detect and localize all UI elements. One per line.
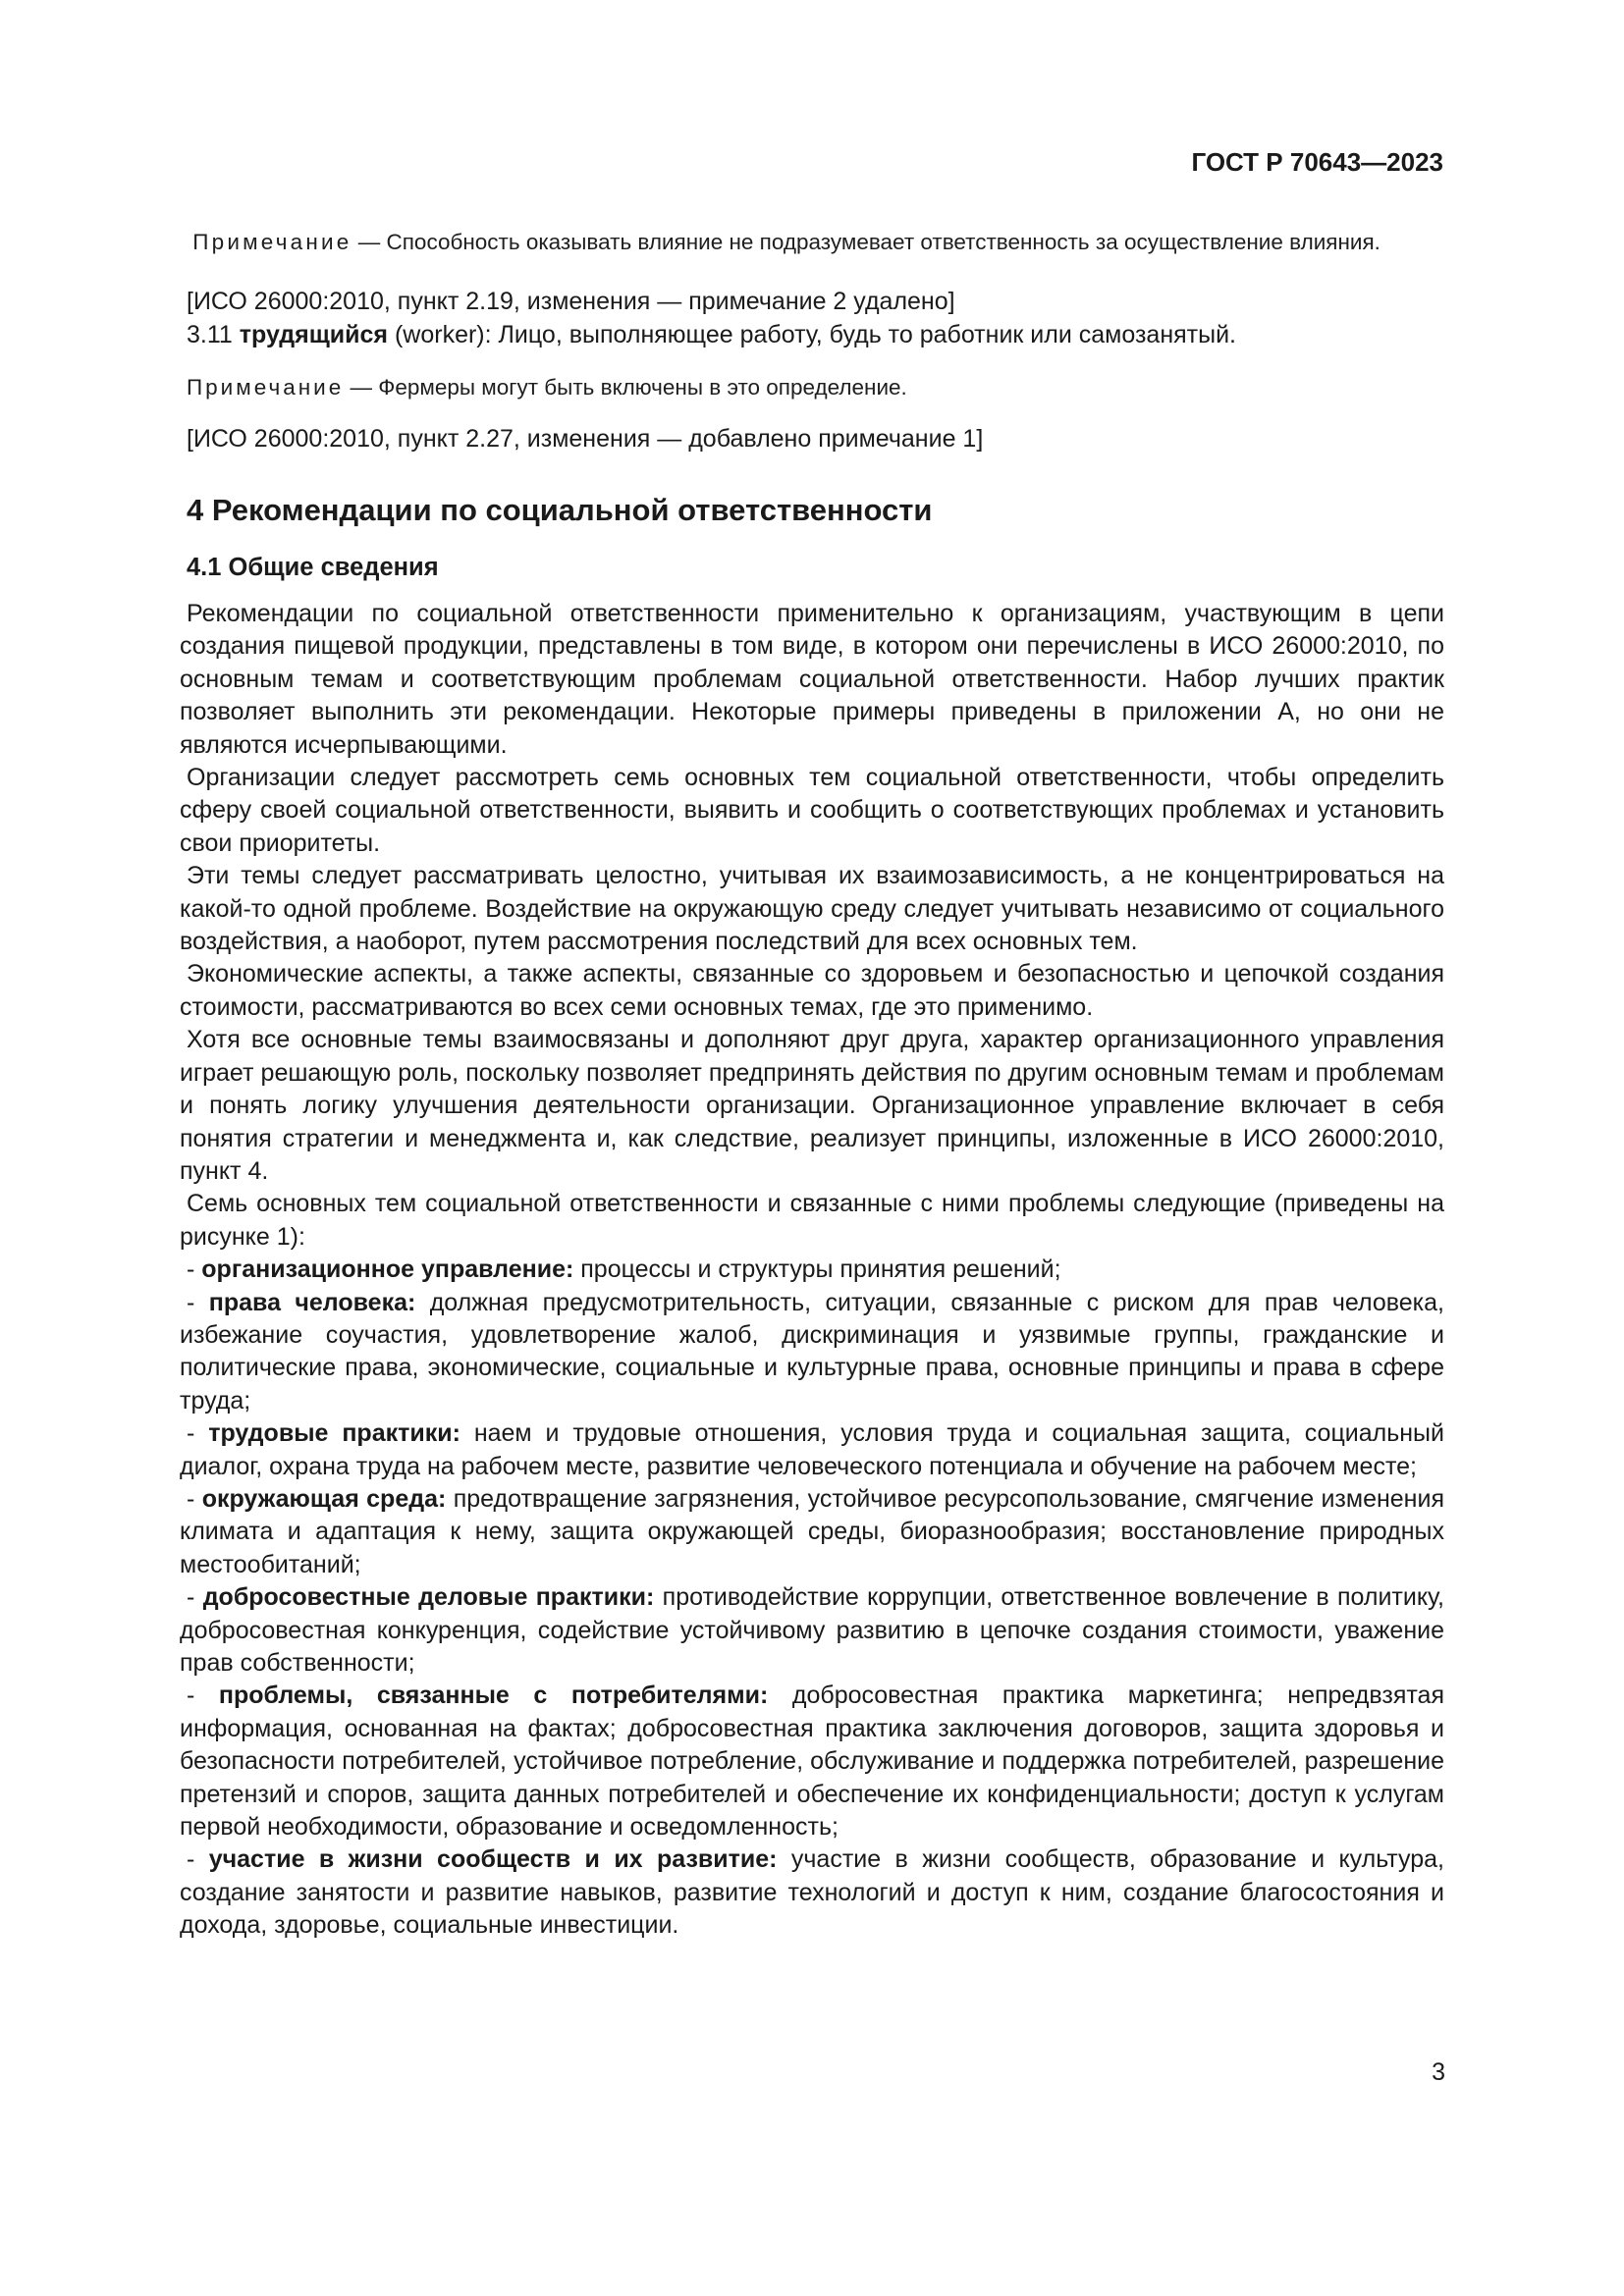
topic-item-governance <box>180 1254 1444 1286</box>
paragraph: Хотя все основные темы взаимосвязаны и дополняют друг друга, характер организационного управления играет решающую роль, поскольку позволяет предпринять действия по другим основным темам и проблемам и понять логику улучшения деятельности организации. Организационное управление включает в себя понятия стратегии и менеджмента и, как следствие, реализует принципы, изложенные в ИСО 26000:2010, пункт 4. <box>180 1026 1444 1185</box>
list-dash: - <box>187 1682 219 1710</box>
note-label: Примечание <box>187 375 345 400</box>
term-3-11 <box>180 318 1444 351</box>
topic-text: процессы и структуры принятия решений; <box>573 1255 1061 1284</box>
term-name: трудящийся <box>239 321 389 348</box>
section-title: 4 Рекомендации по социальной ответственности <box>187 493 933 527</box>
topic-term: добросовестные деловые практики: <box>202 1583 655 1612</box>
topic-item-consumer <box>180 1680 1444 1843</box>
reference-2-27: [ИСО 26000:2010, пункт 2.27, изменения — добавлено примечание 1] <box>187 425 984 453</box>
term-definition: (worker): Лицо, выполняющее работу, будь то работник или самозанятый. <box>388 321 1237 348</box>
page-number: 3 <box>1432 2058 1445 2086</box>
topic-text: добросовестная практика маркетинга; непредвзятая информация, основанная на фактах; добросовестная практика заключения договоров, защита здоровья и безопасности потребителей, устойчивое потребление, обслуживание и поддержка потребителей, разрешение претензий и споров, защита данных потребителей и обеспечение их конфиденциальности; доступ к услугам первой необходимости, образование и осведомленность; <box>180 1682 1444 1842</box>
topic-text: противодействие коррупции, ответственное вовлечение в политику, добросовестная конкуренция, содействие устойчивому развитию в цепочке создания стоимости, уважение прав собственности; <box>180 1583 1444 1677</box>
subsection-title: 4.1 Общие сведения <box>187 554 439 581</box>
list-dash: - <box>187 1419 209 1448</box>
topic-text: участие в жизни сообществ, образование и культура, создание занятости и развитие навыков, развитие технологий и доступ к ним, создание благосостояния и дохода, здоровье, социальные инвестиции. <box>180 1845 1444 1940</box>
topic-term: трудовые практики: <box>208 1419 460 1448</box>
topic-term: права человека: <box>208 1288 416 1316</box>
note-farmers <box>180 373 1444 402</box>
topic-item-fair-operating <box>180 1581 1444 1680</box>
reference-2-19: [ИСО 26000:2010, пункт 2.19, изменения — примечание 2 удалено] <box>187 288 955 315</box>
paragraph: Организации следует рассмотреть семь основных тем социальной ответственности, чтобы определить сферу своей социальной ответственности, выявить и сообщить о соответствующих проблемах и установить свои приоритеты. <box>180 764 1444 857</box>
list-dash: - <box>187 1484 202 1513</box>
standard-code: ГОСТ Р 70643—2023 <box>1191 147 1443 177</box>
note-text: — Способность оказывать влияние не подразумевает ответственность за осуществление влияния. <box>352 230 1380 254</box>
body-text <box>180 598 1444 1943</box>
list-dash: - <box>187 1255 202 1284</box>
topic-item-community <box>180 1843 1444 1942</box>
topic-text: предотвращение загрязнения, устойчивое ресурсопользование, смягчение изменения климата и адаптация к нему, защита окружающей среды, биоразнообразия; восстановление природных местообитаний; <box>180 1484 1444 1578</box>
topic-text: должная предусмотрительность, ситуации, связанные с риском для прав человека, избежание соучастия, удовлетворение жалоб, дискриминация и уязвимые группы, гражданские и политические права, экономические, социальные и культурные права, основные принципы и права в сфере труда; <box>180 1288 1444 1415</box>
topic-text: наем и трудовые отношения, условия труда и социальная защита, социальный диалог, охрана труда на рабочем месте, развитие человеческого потенциала и обучение на рабочем месте; <box>180 1419 1444 1480</box>
note-text: — Фермеры могут быть включены в это определение. <box>344 375 907 400</box>
topic-item-environment <box>180 1483 1444 1581</box>
paragraph: Эти темы следует рассматривать целостно, учитывая их взаимозависимость, а не концентрироваться на какой-то одной проблеме. Воздействие на окружающую среду следует учитывать независимо от социального воздействия, а наоборот, путем рассмотрения последствий для всех основных тем. <box>180 862 1444 956</box>
topic-item-labour <box>180 1417 1444 1483</box>
topic-term: проблемы, связанные с потребителями: <box>218 1682 769 1710</box>
topic-term: окружающая среда: <box>201 1484 447 1513</box>
term-number: 3.11 <box>187 321 233 348</box>
paragraph: Семь основных тем социальной ответственности и связанные с ними проблемы следующие (приведены на рисунке 1): <box>180 1190 1444 1251</box>
list-dash: - <box>187 1583 203 1612</box>
list-dash: - <box>187 1288 209 1316</box>
paragraph: Экономические аспекты, а также аспекты, связанные со здоровьем и безопасностью и цепочкой создания стоимости, рассматриваются во всех семи основных темах, где это применимо. <box>180 960 1444 1021</box>
topic-term: участие в жизни сообществ и их развитие: <box>208 1845 778 1874</box>
note-influence <box>180 228 1444 257</box>
topic-term: организационное управление: <box>201 1255 574 1284</box>
paragraph: Рекомендации по социальной ответственности применительно к организациям, участвующим в цепи создания пищевой продукции, представлены в том виде, в котором они перечислены в ИСО 26000:2010, по основным темам и соответствующим проблемам социальной ответственности. Набор лучших практик позволяет выполнить эти рекомендации. Некоторые примеры приведены в приложении А, но они не являются исчерпывающими. <box>180 600 1444 759</box>
list-dash: - <box>187 1845 209 1874</box>
note-label: Примечание <box>192 230 352 254</box>
page-content <box>180 228 1444 1943</box>
topic-item-human-rights <box>180 1287 1444 1418</box>
